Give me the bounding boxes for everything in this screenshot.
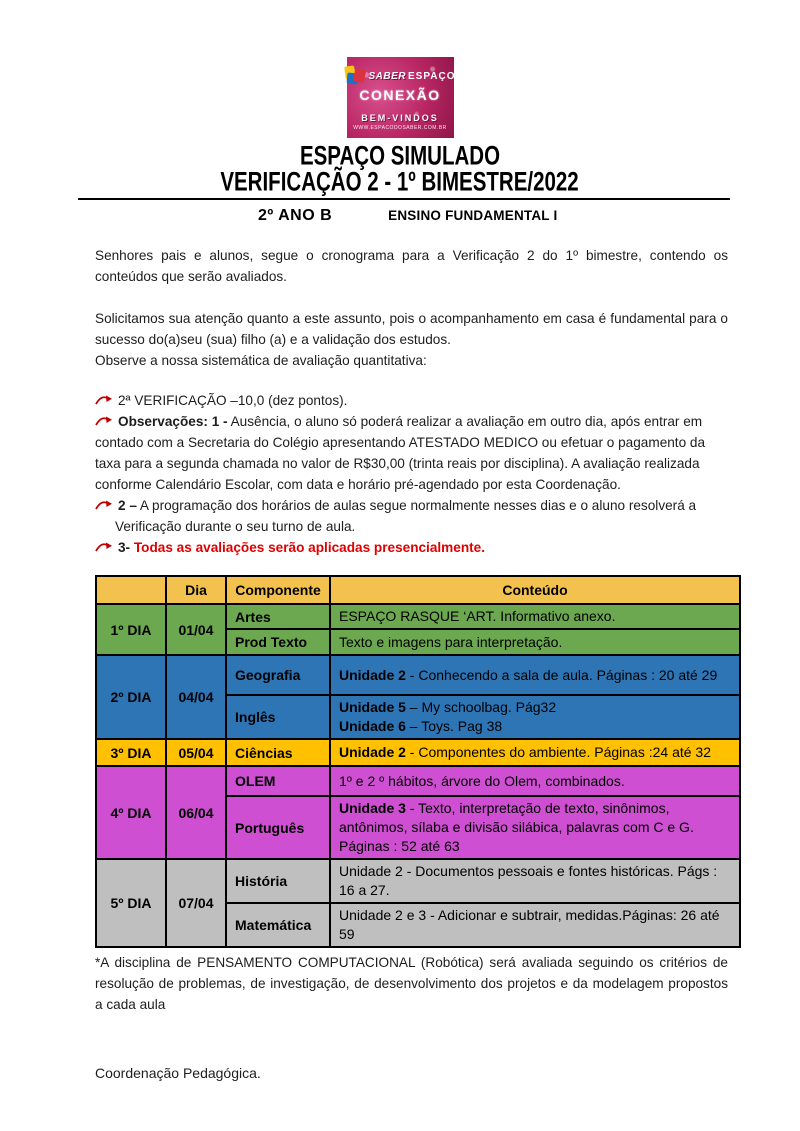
date-cell: 01/04: [166, 604, 226, 655]
content-cell: [330, 859, 740, 903]
text-segment: ESPAÇO RASQUE ‘ART. Informativo anexo.: [339, 608, 616, 624]
text-segment: Ausência, o aluno só poderá realizar a avaliação em outro dia, após entrar em contado com a Secretaria do Colégio apresentando ATESTADO MEDICO ou efetuar o pagamento da taxa para a segunda chamada no valor de R$30,00 (trinta reais por disciplina). A avaliação realizada conforme Calendário Escolar, com data e horário pré-agendado por esta Coordenação.: [95, 414, 706, 492]
component-cell: Matemática: [226, 903, 330, 947]
text-segment: - Componentes do ambiente. Páginas :24 até 32: [405, 744, 711, 760]
text-segment: Unidade 2: [339, 744, 406, 760]
bullet-item-3: [95, 495, 728, 537]
observe-paragraph: Observe a nossa sistemática de avaliação quantitativa:: [95, 353, 427, 368]
text-segment: 2 –: [118, 498, 137, 513]
content-cell: [330, 695, 740, 739]
title-line-2-wrap: [0, 166, 800, 197]
content-cell: [330, 903, 740, 947]
logo-cubes-icon: [345, 66, 367, 86]
schedule-row-geografia: [96, 655, 740, 695]
text-segment: - Texto, interpretação de texto, sinônimos, antônimos, sílaba e divisão silábica, palavras com C e G. Páginas : 52 até 63: [339, 800, 694, 854]
component-cell: OLEM: [226, 766, 330, 796]
bullet-item-2: [95, 411, 728, 495]
document-subtitle: VERIFICAÇÃO 2 - 1º BIMESTRE/2022: [220, 166, 580, 197]
date-cell: 05/04: [166, 739, 226, 766]
logo-welcome-text: BEM-VINDOS: [361, 113, 439, 123]
content-cell: [330, 604, 740, 629]
component-cell: Português: [226, 796, 330, 859]
table-header-row: [96, 576, 740, 604]
component-cell: Inglês: [226, 695, 330, 739]
attention-paragraph: Solicitamos sua atenção quanto a este assunto, pois o acompanhamento em casa é fundamental para o sucesso do(a)seu (sua) filho (a) e a validação dos estudos.: [95, 311, 728, 347]
date-cell: 06/04: [166, 766, 226, 859]
logo-top-row: [345, 66, 456, 86]
date-cell: 04/04: [166, 655, 226, 739]
header-cell-conteudo: Conteúdo: [330, 576, 740, 604]
bullet-item-4: [95, 537, 728, 558]
red-arrow-icon: [95, 541, 113, 553]
header-divider: [78, 198, 730, 200]
red-arrow-icon: [95, 499, 113, 511]
logo-container: [0, 0, 800, 138]
signature: Coordenação Pedagógica.: [95, 1065, 261, 1081]
text-segment: – My schoolbag. Pág32: [405, 699, 557, 715]
text-segment: 1º e 2 º hábitos, árvore do Olem, combinados.: [339, 772, 625, 789]
content-cell: [330, 796, 740, 859]
header-cell-dia: Dia: [166, 576, 226, 604]
text-segment: Unidade 2 - Documentos pessoais e fontes históricas. Págs : 16 a 27.: [339, 863, 718, 898]
day-cell: 4º DIA: [96, 766, 166, 859]
text-segment: Unidade 3: [339, 800, 406, 816]
schedule-table: [95, 575, 741, 948]
cube-red-icon: [352, 68, 365, 83]
text-segment: Unidade 2 e 3 - Adicionar e subtrair, medidas.Páginas: 26 até 59: [339, 907, 720, 942]
component-cell: Ciências: [226, 739, 330, 766]
content-cell: [330, 629, 740, 655]
bullet-list: [95, 390, 728, 558]
logo-espaco-text: ESPAÇO: [408, 70, 456, 82]
header-cell-day-blank: [96, 576, 166, 604]
content-cell: [330, 739, 740, 766]
logo-saber-text: SABER: [368, 70, 407, 82]
text-segment: Unidade 5: [339, 699, 406, 715]
component-cell: História: [226, 859, 330, 903]
component-cell: Geografia: [226, 655, 330, 695]
text-segment: Unidade 6: [339, 718, 406, 734]
day-cell: 2º DIA: [96, 655, 166, 739]
component-cell: Artes: [226, 604, 330, 629]
class-level: ENSINO FUNDAMENTAL I: [388, 208, 558, 223]
day-cell: 1º DIA: [96, 604, 166, 655]
bullet-item-1: [95, 390, 728, 411]
date-cell: 07/04: [166, 859, 226, 947]
class-name: 2º ANO B: [258, 207, 333, 224]
red-arrow-icon: [95, 415, 113, 427]
red-arrow-icon: [95, 394, 113, 406]
component-cell: Prod Texto: [226, 629, 330, 655]
logo-conexao-text: CONEXÃO: [359, 87, 441, 103]
logo-website-text: WWW.ESPACODOSABER.COM.BR: [353, 125, 447, 131]
text-segment: A programação dos horários de aulas segue normalmente nesses dias e o aluno resolverá a Verificação durante o seu turno de aula.: [115, 498, 697, 534]
day-cell: 5º DIA: [96, 859, 166, 947]
text-segment: – Toys. Pag 38: [405, 718, 503, 734]
text-segment: 2ª VERIFICAÇÃO –10,0 (dez pontos).: [118, 393, 348, 408]
document-body: [95, 245, 728, 558]
schedule-row-olem: [96, 766, 740, 796]
text-segment: - Conhecendo a sala de aula. Páginas : 20 até 29: [405, 666, 718, 683]
document-title: ESPAÇO SIMULADO: [299, 140, 501, 172]
text-segment: Unidade 2: [339, 666, 406, 683]
school-logo: [347, 57, 454, 138]
intro-paragraph: Senhores pais e alunos, segue o cronograma para a Verificação 2 do 1º bimestre, contendo os conteúdos que serão avaliados.: [95, 248, 728, 284]
content-cell: [330, 766, 740, 796]
text-segment: 3-: [118, 540, 131, 555]
text-segment: Texto e imagens para interpretação.: [339, 633, 563, 650]
schedule-row-historia: [96, 859, 740, 903]
schedule-row-ciencias: [96, 739, 740, 766]
robotics-footnote: *A disciplina de PENSAMENTO COMPUTACIONAL (Robótica) será avaliada seguindo os critérios de resolução de problemas, de investigação, de desenvolvimento dos projetos e da modelagem propostos a cada aula: [95, 955, 728, 1012]
schedule-row-artes: [96, 604, 740, 629]
day-cell: 3º DIA: [96, 739, 166, 766]
content-cell: [330, 655, 740, 695]
header-cell-componente: Componente: [226, 576, 330, 604]
text-segment: Observações: 1 -: [118, 414, 228, 429]
title-line-1-wrap: [0, 140, 800, 172]
class-line: [258, 207, 800, 225]
text-segment: Todas as avaliações serão aplicadas presencialmente.: [133, 540, 485, 555]
